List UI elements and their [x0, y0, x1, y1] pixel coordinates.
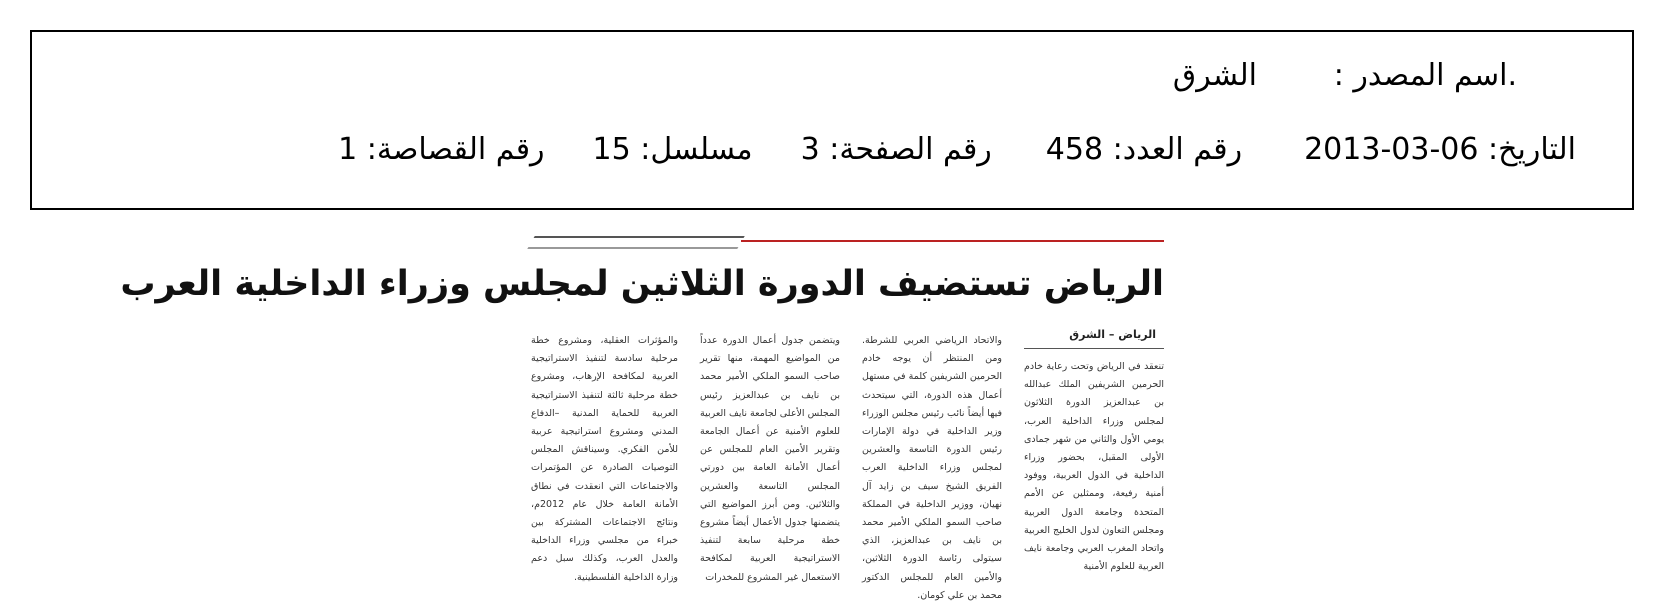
article-byline: الرياض – الشرق	[1069, 328, 1156, 341]
column-text: والاتحاد الرياضي العربي للشرطة. ومن المنتظر أن يوجه خادم الحرمين الشريفين كلمة في مستهل أعمال هذه الدورة، التي سيتحدث فيها أيضاً نائب رئيس مجلس الوزراء وزير الداخلية في دولة الإمارات رئيس الدورة التاسعة والعشرين لمجلس وزراء الداخلية العرب الفريق الشيخ سيف بن زايد آل نهيان، ووزير الداخلية في المملكة صاحب السمو الملكي الأمير محمد بن نايف بن عبدالعزيز، الذي سيتولى رئاسة الدورة الثلاثين، والأمين العام للمجلس الدكتور محمد بن علي كومان.	[862, 335, 1002, 601]
article-column-3	[700, 332, 840, 587]
column-text: تنعقد في الرياض وتحت رعاية خادم الحرمين الشريفين الملك عبدالله بن عبدالعزيز الدورة الثلاثون لمجلس وزراء الداخلية العرب، يومي الأول والثاني من شهر جمادى الأولى المقبل، بحضور وزراء الداخلية في الدول العربية، ووفود أمنية رفيعة، وممثلين عن الأمم المتحدة وجامعة الدول العربية ومجلس التعاون لدول الخليج العربية واتحاد المغرب العربي وجامعة نايف العربية للعلوم الأمنية	[1024, 361, 1164, 573]
newspaper-clipping	[120, 236, 1164, 601]
source-label: .اسم المصدر :	[1333, 58, 1517, 93]
article-headline: الرياض تستضيف الدورة الثلاثين لمجلس وزراء الداخلية العرب	[120, 264, 1164, 304]
source-info-box	[30, 30, 1634, 210]
metadata-row	[338, 132, 1576, 168]
column-text: والمؤثرات العقلية، ومشروع خطة مرحلية سادسة لتنفيذ الاستراتيجية العربية لمكافحة الإرهاب، ومشروع خطة مرحلية ثالثة لتنفيذ الاستراتيجية العربية للحماية المدنية –الدفاع المدني ومشروع استراتيجية عربية للأمن الفكري. وسيناقش المجلس التوصيات الصادرة عن المؤتمرات والاجتماعات التي انعقدت في نطاق الأمانة العامة خلال عام 2012م، ونتائج الاجتماعات المشتركة بين خبراء من مجلسي وزراء الداخلية والعدل العرب، وكذلك سبل دعم وزارة الداخلية الفلسطينية.	[531, 335, 678, 583]
article-column-2	[862, 332, 1002, 605]
decorative-stripe	[527, 236, 745, 249]
column-text: ويتضمن جدول أعمال الدورة عدداً من المواضيع المهمة، منها تقرير صاحب السمو الملكي الأمير محمد بن نايف بن عبدالعزيز رئيس المجلس الأعلى لجامعة نايف العربية للعلوم الأمنية عن أعمال الجامعة وتقرير الأمين العام للمجلس عن أعمال الأمانة العامة بين دورتي المجلس التاسعة والعشرين والثلاثين. ومن أبرز المواضيع التي يتضمنها جدول الأعمال أيضاً مشروع خطة مرحلية سابعة لتنفيذ الاستراتيجية العربية لمكافحة الاستعمال غير المشروع للمخدرات	[700, 335, 840, 583]
article-column-1	[1024, 358, 1164, 576]
date-field: التاريخ: 06-03-2013	[1304, 132, 1576, 167]
article-column-4	[531, 332, 678, 587]
clip-number-field: رقم القصاصة: 1	[338, 132, 545, 167]
top-rule	[741, 240, 1164, 242]
issue-number-field: رقم العدد: 458	[1045, 132, 1243, 167]
serial-field: مسلسل: 15	[592, 132, 753, 167]
page-number-field: رقم الصفحة: 3	[800, 132, 992, 167]
byline-rule	[1024, 348, 1164, 349]
source-value: الشرق	[1172, 58, 1257, 93]
